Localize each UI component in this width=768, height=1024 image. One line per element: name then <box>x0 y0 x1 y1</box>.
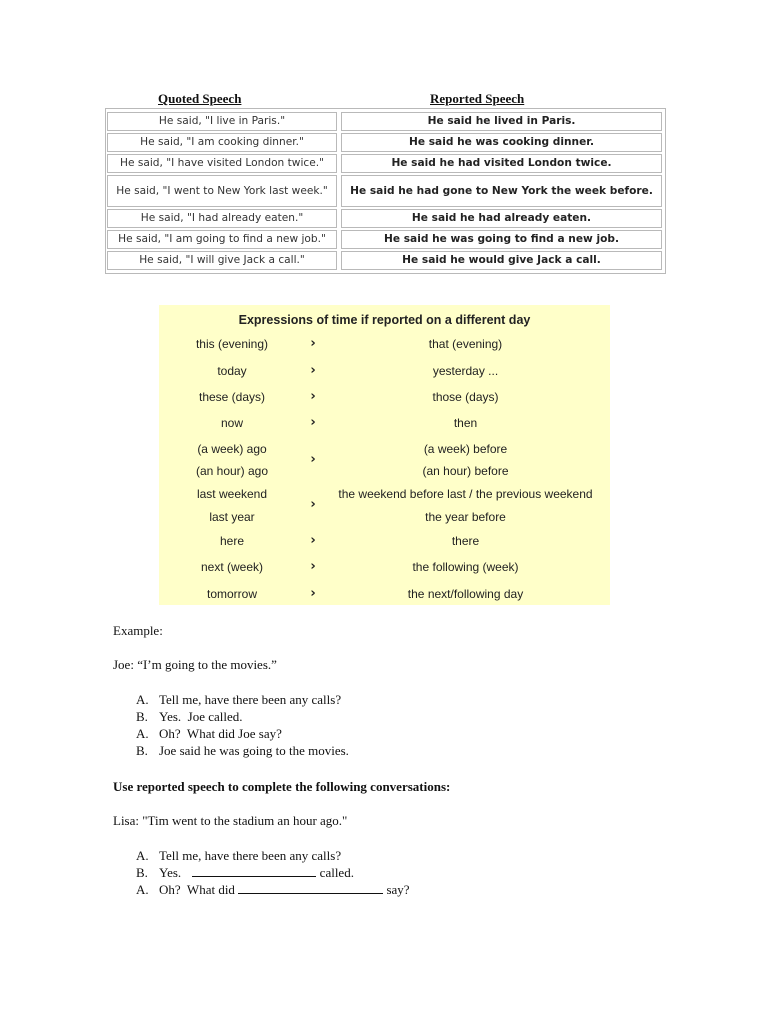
time-to: the following (week) <box>412 560 519 574</box>
speaker-marker: A. <box>136 726 149 741</box>
dialogue-text: Tell me, have there been any calls? <box>159 692 342 707</box>
reported-cell: He said he had visited London twice. <box>341 154 662 173</box>
quoted-speech-heading: Quoted Speech <box>158 91 242 106</box>
arrow-icon: › <box>310 497 316 512</box>
time-from: here <box>219 534 245 548</box>
time-expressions-box <box>159 305 610 605</box>
time-from: today <box>217 364 247 378</box>
table-row <box>107 112 664 131</box>
time-to: then <box>453 416 478 430</box>
arrow-icon: › <box>310 363 316 378</box>
time-to: yesterday ... <box>432 364 499 378</box>
arrow-icon: › <box>310 586 316 601</box>
quoted-cell: He said, "I am cooking dinner." <box>107 133 337 152</box>
reported-cell: He said he was cooking dinner. <box>341 133 662 152</box>
answer-blank[interactable] <box>192 865 316 877</box>
quoted-cell: He said, "I am going to find a new job." <box>107 230 337 249</box>
time-from: last weekend <box>196 487 268 501</box>
speech-table-header <box>105 91 666 108</box>
exercise-prompt: Lisa: "Tim went to the stadium an hour ago." <box>113 813 348 828</box>
time-from: (an hour) ago <box>195 464 269 478</box>
dialogue-text: say? <box>386 882 410 897</box>
speech-table-section <box>105 91 666 274</box>
quoted-cell: He said, "I live in Paris." <box>107 112 337 131</box>
time-to: (an hour) before <box>422 464 509 478</box>
arrow-icon: › <box>310 336 316 351</box>
dialogue-text: Oh? What did Joe say? <box>159 726 282 741</box>
time-expressions-title: Expressions of time if reported on a different day <box>238 313 531 327</box>
quoted-cell: He said, "I had already eaten." <box>107 209 337 228</box>
quoted-cell: He said, "I will give Jack a call." <box>107 251 337 270</box>
dialogue-text: Yes. <box>159 865 182 880</box>
speaker-marker: A. <box>136 692 149 707</box>
time-from: (a week) ago <box>197 442 267 456</box>
table-row <box>107 133 664 152</box>
time-from: this (evening) <box>195 337 269 351</box>
reported-speech-heading: Reported Speech <box>430 91 525 106</box>
speaker-marker: B. <box>136 709 148 724</box>
arrow-icon: › <box>310 559 316 574</box>
time-to: that (evening) <box>428 337 503 351</box>
dialogue-text: Tell me, have there been any calls? <box>159 848 342 863</box>
reported-cell: He said he had already eaten. <box>341 209 662 228</box>
quoted-cell: He said, "I have visited London twice." <box>107 154 337 173</box>
answer-blank[interactable] <box>238 882 383 894</box>
arrow-icon: › <box>310 533 316 548</box>
example-prompt: Joe: “I’m going to the movies.” <box>113 657 277 672</box>
time-from: next (week) <box>200 560 264 574</box>
speaker-marker: A. <box>136 882 149 897</box>
time-to: (a week) before <box>423 442 508 456</box>
arrow-icon: › <box>310 452 316 467</box>
time-to: the weekend before last / the previous weekend <box>338 487 593 501</box>
arrow-icon: › <box>310 415 316 430</box>
reported-cell: He said he was going to find a new job. <box>341 230 662 249</box>
table-row <box>107 175 664 207</box>
reported-cell: He said he would give Jack a call. <box>341 251 662 270</box>
dialogue-text: Oh? What did <box>159 882 235 897</box>
quoted-cell: He said, "I went to New York last week." <box>107 175 337 207</box>
reported-cell: He said he had gone to New York the week before. <box>341 175 662 207</box>
time-to: the next/following day <box>407 587 524 601</box>
example-label: Example: <box>113 623 163 638</box>
dialogue-line <box>159 865 354 881</box>
table-row <box>107 209 664 228</box>
dialogue-text: Joe said he was going to the movies. <box>159 743 349 758</box>
speaker-marker: B. <box>136 743 148 758</box>
reported-cell: He said he lived in Paris. <box>341 112 662 131</box>
speech-table <box>105 108 666 274</box>
time-from: these (days) <box>198 390 266 404</box>
dialogue-line <box>159 882 410 898</box>
dialogue-text: called. <box>319 865 354 880</box>
dialogue-text: Yes. Joe called. <box>159 709 243 724</box>
speaker-marker: B. <box>136 865 148 880</box>
time-to: those (days) <box>432 390 499 404</box>
time-to: there <box>451 534 480 548</box>
table-row <box>107 230 664 249</box>
time-to: the year before <box>425 510 506 524</box>
arrow-icon: › <box>310 389 316 404</box>
time-from: last year <box>209 510 255 524</box>
time-from: now <box>220 416 243 430</box>
speaker-marker: A. <box>136 848 149 863</box>
table-row <box>107 251 664 270</box>
time-from: tomorrow <box>206 587 257 601</box>
exercise-instruction: Use reported speech to complete the following conversations: <box>113 779 451 794</box>
table-row <box>107 154 664 173</box>
